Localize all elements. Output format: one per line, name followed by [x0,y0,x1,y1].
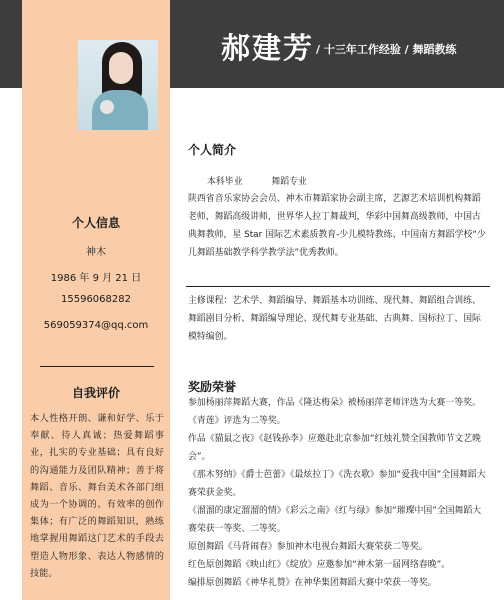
award-item: 作品《猫鼠之夜》《赵钱孙李》应邀赴北京参加“红烛礼赞全国教师节文艺晚会”。 [188,434,482,462]
awards-list [188,394,488,592]
education-row [207,174,333,187]
award-item: 红色原创舞蹈《映山红》《绽放》应邀参加“神木第一届网络春晚”。 [188,560,451,570]
awards-title: 奖励荣誉 [188,380,237,394]
personal-info-title: 个人信息 [71,216,120,230]
sidebar-divider [40,366,154,367]
personal-info-birthday: 1986 年 9 月 21 日 [50,273,142,284]
photo-face [109,52,133,84]
education-major: 舞蹈专业 [271,177,307,187]
personal-info-phone: 15596068282 [61,294,131,305]
award-item: 《溜溜的康定溜溜的情》《彩云之南》《红与绿》参加“璀璨中国”全国舞蹈大赛荣获一等奖、二等奖。 [188,506,482,534]
self-eval-title: 自我评价 [71,386,120,400]
award-item: 原创舞蹈《马背闹春》参加神木电视台舞蹈大赛荣获二等奖。 [188,542,428,552]
personal-info-email: 569059374@qq.com [43,320,149,331]
self-eval-text: 本人性格开朗、谦和好学、乐于奉献、待人真诚；热爱舞蹈事业，扎实的专业基础；具有良好的沟通能力及团队精神；善于将舞蹈、音乐、舞台美术各部门组成为一个协调的、有效率的创作集体；有广泛的舞蹈知识，熟练地掌握用舞蹈这门艺术的手段去塑造人物形象、表达人物感情的技能。 [30,413,164,579]
profile-description: 陕西省音乐家协会会员、神木市舞蹈家协会副主席，艺源艺术培训机构舞蹈老师，舞蹈高级讲师，世界华人拉丁舞裁判，华彩中国舞高级教师，中国古典舞教师，星 Star 国际艺术素质教育-少儿模特教练、中国南方舞蹈学校“少儿舞蹈基础教学科学教学法”优秀教师。 [188,194,486,258]
courses-text: 主修课程：艺术学、舞蹈编导、舞蹈基本功训练、现代舞、舞蹈组合训练、舞蹈剧目分析、舞蹈编导理论、现代舞专业基础、古典舞、国标拉丁、国际模特编创。 [188,296,481,342]
education-degree: 本科毕业 [207,177,243,187]
profile-photo [78,40,158,130]
resume-name: 郝建芳 [221,31,315,65]
photo-dress-pattern [100,100,114,114]
award-item: 参加杨丽萍舞蹈大赛，作品《隆达梅朵》被杨丽萍老师评选为大赛一等奖。《青莲》评选为二等奖。 [188,398,481,426]
award-item: 《那木努纳》《爵士芭蕾》《最炫拉丁》《洗衣歌》参加“爱我中国”全国舞蹈大赛荣获金奖。 [188,470,486,498]
personal-info-city: 神木 [86,247,106,258]
award-item: 编排原创舞蹈《神华礼赞》在神华集团舞蹈大赛中荣获一等奖。 [188,578,437,588]
resume-tagline: / 十三年工作经验 / 舞蹈教练 [316,43,457,56]
profile-title: 个人简介 [188,143,237,157]
profile-divider [186,286,490,287]
